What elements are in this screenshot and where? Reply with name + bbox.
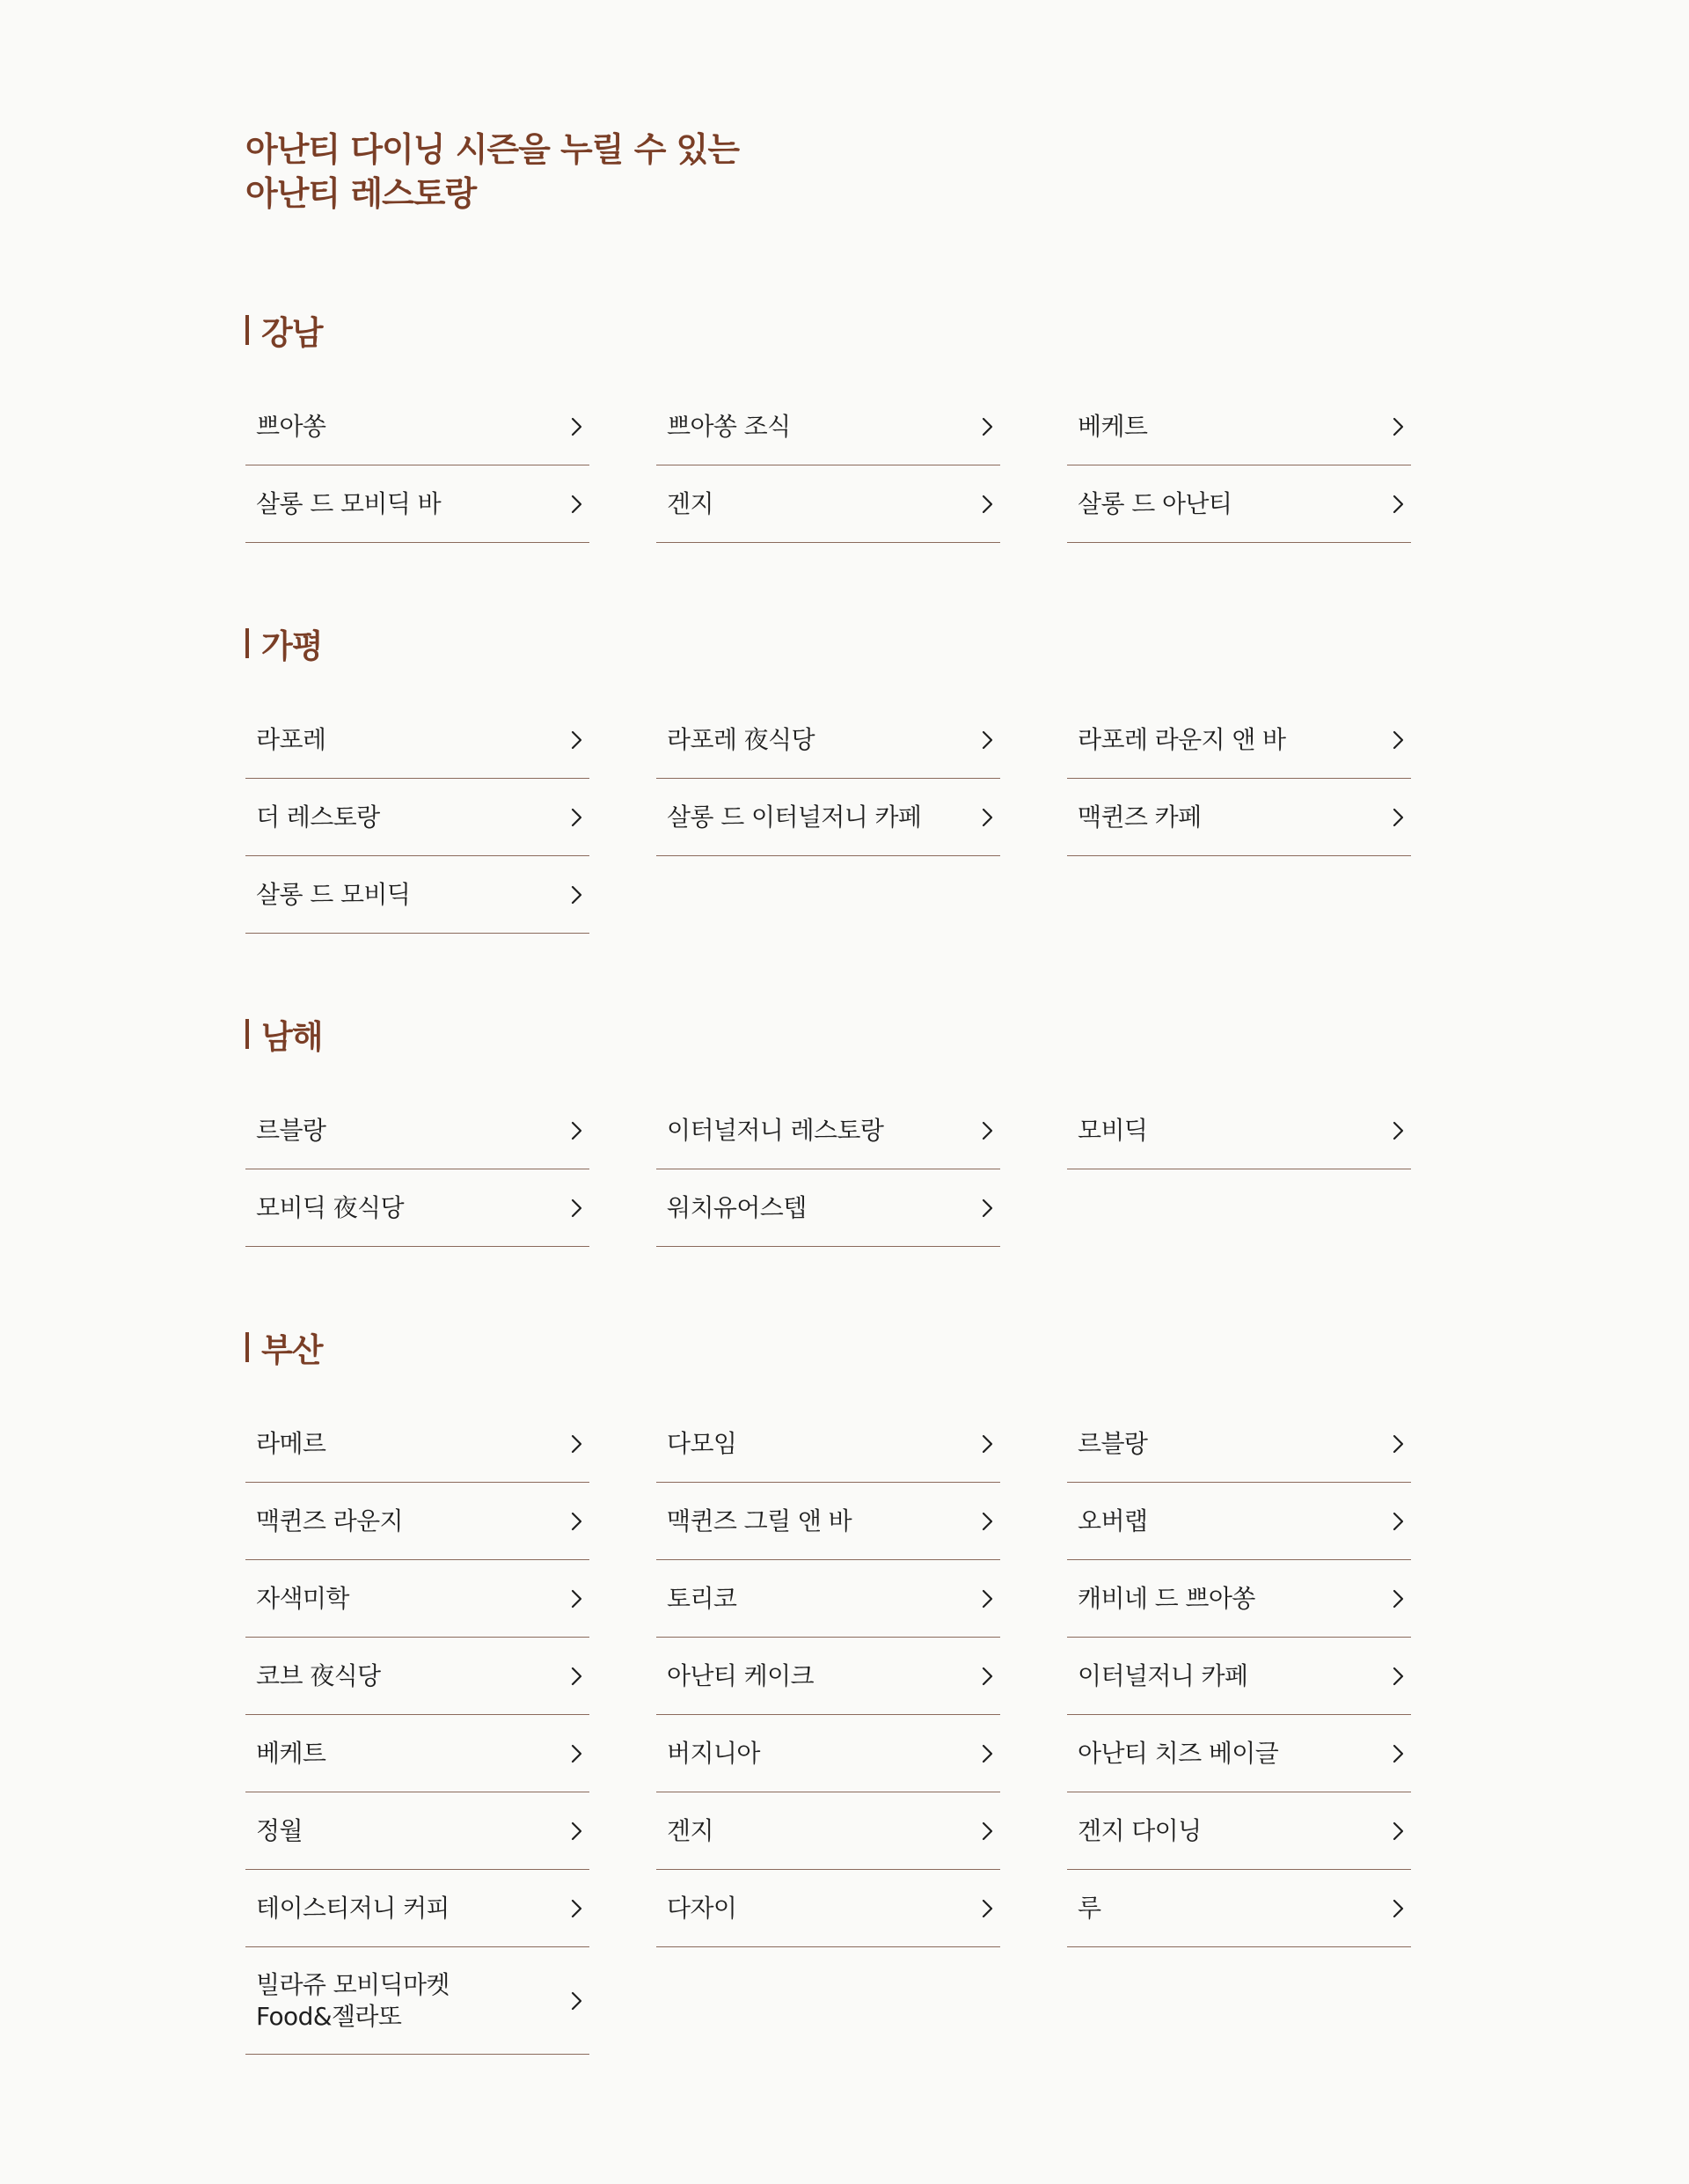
chevron-right-icon xyxy=(568,1120,584,1141)
restaurant-name: 살롱 드 이터널저니 카페 xyxy=(667,802,922,832)
restaurant-name: 다모임 xyxy=(667,1428,737,1458)
chevron-right-icon xyxy=(1390,1743,1406,1764)
restaurant-name: 베케트 xyxy=(1078,411,1148,441)
restaurant-name: 더 레스토랑 xyxy=(256,802,380,832)
restaurant-grid xyxy=(245,1405,1426,2055)
restaurant-name: 아난티 케이크 xyxy=(667,1660,814,1690)
restaurant-link[interactable] xyxy=(245,1169,589,1247)
restaurant-link[interactable] xyxy=(656,1870,1000,1947)
region-gangnam xyxy=(245,310,1426,543)
restaurant-link[interactable] xyxy=(245,1792,589,1870)
region-heading xyxy=(245,310,1426,350)
restaurant-grid xyxy=(245,701,1426,934)
restaurant-link[interactable] xyxy=(1067,1870,1411,1947)
restaurant-name: 루 xyxy=(1078,1893,1101,1923)
restaurant-grid xyxy=(245,388,1426,543)
restaurant-name: 베케트 xyxy=(256,1738,326,1768)
restaurant-link[interactable] xyxy=(1067,1483,1411,1560)
restaurant-link[interactable] xyxy=(656,1483,1000,1560)
chevron-right-icon xyxy=(979,1433,995,1455)
restaurant-link[interactable] xyxy=(656,1715,1000,1792)
restaurant-name: 워치유어스텝 xyxy=(667,1192,807,1222)
restaurant-link[interactable] xyxy=(245,1638,589,1715)
chevron-right-icon xyxy=(1390,416,1406,437)
restaurant-link[interactable] xyxy=(656,1092,1000,1169)
chevron-right-icon xyxy=(568,884,584,905)
chevron-right-icon xyxy=(979,729,995,751)
chevron-right-icon xyxy=(1390,1666,1406,1687)
chevron-right-icon xyxy=(979,1821,995,1842)
restaurant-link[interactable] xyxy=(656,1560,1000,1638)
heading-bar xyxy=(245,1019,249,1049)
restaurant-name: 살롱 드 아난티 xyxy=(1078,488,1232,518)
restaurant-link[interactable] xyxy=(245,1715,589,1792)
restaurant-link[interactable] xyxy=(245,1560,589,1638)
chevron-right-icon xyxy=(568,1666,584,1687)
restaurant-link[interactable] xyxy=(1067,1792,1411,1870)
restaurant-name: 자색미학 xyxy=(256,1583,349,1613)
region-heading xyxy=(245,1014,1426,1054)
region-name: 가평 xyxy=(261,627,323,665)
restaurant-link[interactable] xyxy=(1067,1092,1411,1169)
restaurant-name: 모비딕 夜식당 xyxy=(256,1192,404,1222)
restaurant-name: 맥퀸즈 그릴 앤 바 xyxy=(667,1506,852,1535)
chevron-right-icon xyxy=(568,1821,584,1842)
restaurant-link[interactable] xyxy=(245,465,589,543)
restaurant-name: 이터널저니 카페 xyxy=(1078,1660,1248,1690)
restaurant-link[interactable] xyxy=(656,1792,1000,1870)
chevron-right-icon xyxy=(979,1198,995,1219)
region-busan xyxy=(245,1327,1426,2055)
restaurant-grid xyxy=(245,1092,1426,1247)
chevron-right-icon xyxy=(979,1511,995,1532)
restaurant-link[interactable] xyxy=(1067,1638,1411,1715)
restaurant-link[interactable] xyxy=(245,856,589,934)
restaurant-link[interactable] xyxy=(656,1638,1000,1715)
restaurant-link[interactable] xyxy=(1067,388,1411,465)
chevron-right-icon xyxy=(568,807,584,828)
chevron-right-icon xyxy=(1390,807,1406,828)
chevron-right-icon xyxy=(979,1898,995,1919)
chevron-right-icon xyxy=(568,416,584,437)
chevron-right-icon xyxy=(568,1588,584,1609)
heading-bar xyxy=(245,1332,249,1362)
restaurant-link[interactable] xyxy=(1067,1715,1411,1792)
region-namhae xyxy=(245,1014,1426,1247)
chevron-right-icon xyxy=(979,1588,995,1609)
chevron-right-icon xyxy=(568,729,584,751)
restaurant-name: 라포레 xyxy=(256,724,326,754)
restaurant-link[interactable] xyxy=(1067,701,1411,779)
restaurant-link[interactable] xyxy=(656,779,1000,856)
restaurant-name: 다자이 xyxy=(667,1893,737,1923)
restaurant-link[interactable] xyxy=(656,388,1000,465)
restaurant-name: 오버랩 xyxy=(1078,1506,1148,1535)
restaurant-link[interactable] xyxy=(1067,465,1411,543)
restaurant-name: 겐지 xyxy=(667,488,713,518)
restaurant-link[interactable] xyxy=(245,1405,589,1483)
restaurant-name: 테이스티저니 커피 xyxy=(256,1893,450,1923)
chevron-right-icon xyxy=(1390,1433,1406,1455)
heading-bar xyxy=(245,628,249,658)
chevron-right-icon xyxy=(1390,1511,1406,1532)
restaurant-link[interactable] xyxy=(656,701,1000,779)
restaurant-name: 겐지 xyxy=(667,1815,713,1845)
chevron-right-icon xyxy=(568,1898,584,1919)
region-name: 남해 xyxy=(261,1018,323,1056)
restaurant-name: 르블랑 xyxy=(256,1115,326,1145)
restaurant-name: 모비딕 xyxy=(1078,1115,1148,1145)
page-title-line-1: 아난티 다이닝 시즌을 누릴 수 있는 xyxy=(245,130,740,169)
chevron-right-icon xyxy=(1390,1120,1406,1141)
region-heading xyxy=(245,1327,1426,1367)
restaurant-name: 아난티 치즈 베이글 xyxy=(1078,1738,1279,1768)
restaurant-name: 살롱 드 모비딕 xyxy=(256,879,411,909)
restaurant-name: 라포레 夜식당 xyxy=(667,724,815,754)
restaurant-name: 쁘아쏭 조식 xyxy=(667,411,791,441)
region-gapyeong xyxy=(245,623,1426,934)
chevron-right-icon xyxy=(568,1743,584,1764)
chevron-right-icon xyxy=(568,1511,584,1532)
restaurant-name: 빌라쥬 모비딕마켓 Food&젤라또 xyxy=(256,1969,450,2031)
chevron-right-icon xyxy=(979,1743,995,1764)
restaurant-name: 이터널저니 레스토랑 xyxy=(667,1115,884,1145)
chevron-right-icon xyxy=(568,1990,584,2012)
chevron-right-icon xyxy=(979,494,995,515)
restaurant-link[interactable] xyxy=(1067,779,1411,856)
restaurant-name: 맥퀸즈 카페 xyxy=(1078,802,1202,832)
chevron-right-icon xyxy=(568,494,584,515)
restaurant-link[interactable] xyxy=(656,1405,1000,1483)
region-heading xyxy=(245,623,1426,663)
region-name: 강남 xyxy=(261,314,323,352)
restaurant-link[interactable] xyxy=(245,1947,589,2055)
restaurant-name: 겐지 다이닝 xyxy=(1078,1815,1202,1845)
heading-bar xyxy=(245,315,249,345)
chevron-right-icon xyxy=(1390,494,1406,515)
chevron-right-icon xyxy=(568,1433,584,1455)
chevron-right-icon xyxy=(979,1666,995,1687)
chevron-right-icon xyxy=(1390,1821,1406,1842)
chevron-right-icon xyxy=(568,1198,584,1219)
restaurant-name: 정월 xyxy=(256,1815,303,1845)
restaurant-link[interactable] xyxy=(245,1483,589,1560)
chevron-right-icon xyxy=(979,1120,995,1141)
restaurant-link[interactable] xyxy=(656,465,1000,543)
chevron-right-icon xyxy=(1390,729,1406,751)
restaurant-link[interactable] xyxy=(245,1870,589,1947)
restaurant-name: 라포레 라운지 앤 바 xyxy=(1078,724,1286,754)
chevron-right-icon xyxy=(1390,1588,1406,1609)
restaurant-link[interactable] xyxy=(1067,1560,1411,1638)
restaurant-name: 토리코 xyxy=(667,1583,737,1613)
restaurant-link[interactable] xyxy=(245,701,589,779)
restaurant-link[interactable] xyxy=(656,1169,1000,1247)
restaurant-link[interactable] xyxy=(245,1092,589,1169)
restaurant-link[interactable] xyxy=(1067,1405,1411,1483)
chevron-right-icon xyxy=(979,807,995,828)
chevron-right-icon xyxy=(1390,1898,1406,1919)
restaurant-link[interactable] xyxy=(245,388,589,465)
page-title-line-2: 아난티 레스토랑 xyxy=(245,174,477,213)
restaurant-name: 르블랑 xyxy=(1078,1428,1148,1458)
restaurant-name: 코브 夜식당 xyxy=(256,1660,381,1690)
restaurant-name: 살롱 드 모비딕 바 xyxy=(256,488,442,518)
region-name: 부산 xyxy=(261,1331,323,1369)
restaurant-name: 쁘아쏭 xyxy=(256,411,326,441)
restaurant-name: 맥퀸즈 라운지 xyxy=(256,1506,403,1535)
restaurant-link[interactable] xyxy=(245,779,589,856)
restaurant-name: 라메르 xyxy=(256,1428,326,1458)
page-title xyxy=(245,128,739,216)
restaurant-name: 버지니아 xyxy=(667,1738,760,1768)
restaurant-name: 캐비네 드 쁘아쏭 xyxy=(1078,1583,1255,1613)
chevron-right-icon xyxy=(979,416,995,437)
